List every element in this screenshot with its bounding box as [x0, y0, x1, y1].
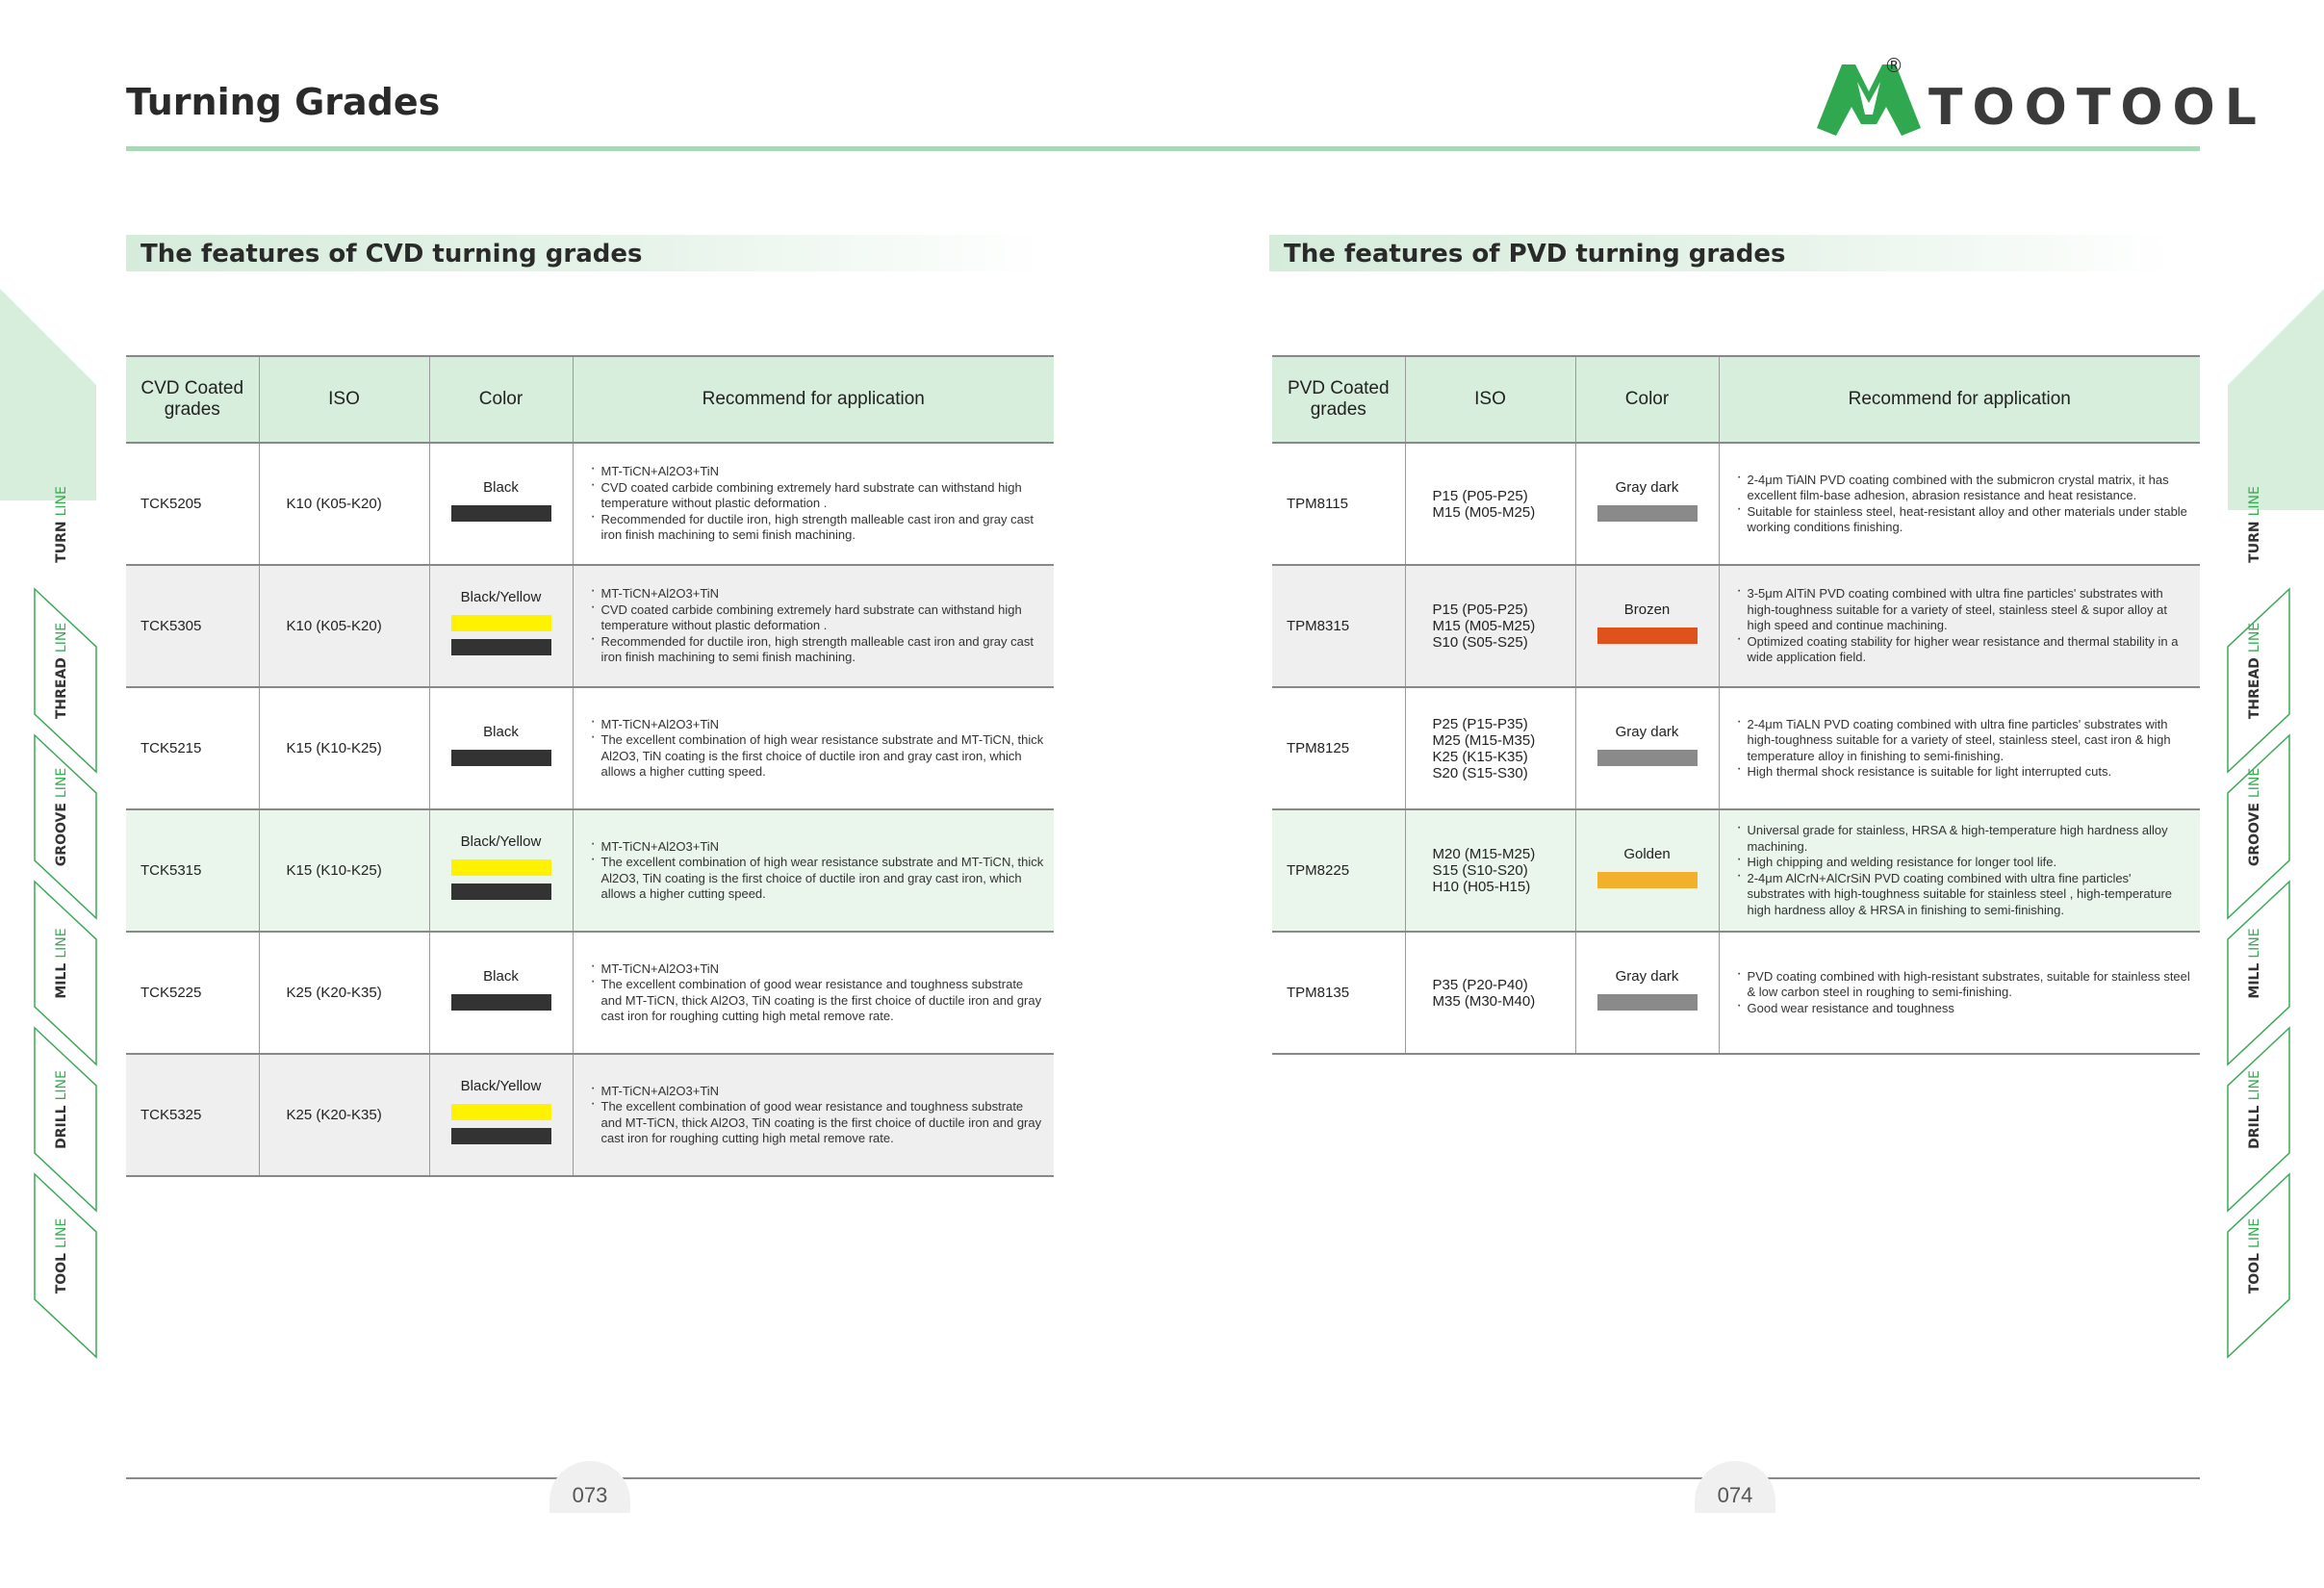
svg-text:DRILLLINE — [2247, 1070, 2262, 1149]
tab-label: TOOL — [54, 1252, 69, 1294]
tab-label: MILL — [2247, 962, 2262, 999]
grade-cell: TPM8135 — [1272, 932, 1405, 1054]
color-name: Black/Yellow — [460, 589, 542, 605]
application-cell — [573, 1054, 1054, 1176]
active-tab-background — [2228, 289, 2324, 510]
tab-label: TURN — [54, 521, 69, 563]
tab-label: GROOVE — [2247, 803, 2262, 867]
application-note: · 2-4μm TiAlN PVD coating combined with the submicron crystal matrix, it has excellent film-base adhesion, abrasion resistance and heat resistance. — [1734, 473, 2193, 504]
logo-mark-icon — [1817, 64, 1921, 136]
logo-text: TOOTOOL — [1928, 79, 2266, 137]
application-note: · CVD coated carbide combining extremely hard substrate can withstand high temperature without plastic deformation . — [588, 480, 1047, 512]
color-swatch — [1597, 872, 1698, 888]
page-number-left: 073 — [549, 1461, 630, 1513]
color-swatch — [451, 639, 551, 655]
tab-label: MILL — [54, 962, 69, 999]
grade-cell: TCK5325 — [126, 1054, 259, 1176]
tab-label-suffix: LINE — [2247, 1070, 2262, 1101]
iso-value: S10 (S05-S25) — [1432, 634, 1528, 651]
application-note: · The excellent combination of high wear resistance substrate and MT-TiCN, thick Al2O3, TiN coating is the first choice of ductile iron and gray cast iron, which allows a higher cutting speed. — [588, 855, 1047, 903]
iso-cell — [1405, 809, 1575, 932]
color-name: Brozen — [1623, 601, 1671, 618]
column-header: PVD Coated grades — [1272, 356, 1405, 443]
color-name: Black — [483, 478, 519, 496]
grade-cell: TCK5205 — [126, 443, 259, 565]
application-note: · The excellent combination of good wear resistance and toughness substrate and MT-TiCN, thick Al2O3, TiN coating is the first choice of ductile iron and gray cast iron for roughing cutting high metal remove rate. — [588, 1099, 1047, 1147]
svg-text:TURNLINE — [54, 486, 69, 563]
application-cell — [1719, 565, 2200, 687]
application-cell — [573, 443, 1054, 565]
iso-value: M20 (M15-M25) — [1432, 846, 1536, 862]
table-row — [1272, 565, 2200, 687]
color-cell — [429, 565, 573, 687]
tab-label: TURN — [2247, 521, 2262, 563]
color-swatch — [451, 859, 551, 876]
application-note: · Recommended for ductile iron, high strength malleable cast iron and gray cast iron finish machining to semi finish machining. — [588, 634, 1047, 666]
color-name: Black/Yellow — [460, 1078, 542, 1094]
application-note: · PVD coating combined with high-resistant substrates, suitable for stainless steel & low carbon steel in roughing to semi-finishing. — [1734, 969, 2193, 1001]
iso-value: P15 (P05-P25) — [1432, 602, 1528, 618]
color-name: Gray dark — [1615, 478, 1679, 496]
application-note: · The excellent combination of high wear resistance substrate and MT-TiCN, thick Al2O3, TiN coating is the first choice of ductile iron and gray cast iron, which allows a higher cutting speed. — [588, 732, 1047, 781]
grade-cell: TPM8115 — [1272, 443, 1405, 565]
grade-cell: TCK5305 — [126, 565, 259, 687]
application-note: · 2-4μm TiALN PVD coating combined with ultra fine particles' substrates with high-toughness suitable for a variety of steel, stainless steel, cast iron & high temperature alloy in finishing to semi-finishing. — [1734, 717, 2193, 765]
color-cell — [429, 1054, 573, 1176]
color-swatch — [1597, 750, 1698, 766]
application-note: · MT-TiCN+Al2O3+TiN — [588, 839, 1047, 856]
svg-text:MILLLINE — [2247, 928, 2262, 998]
grade-cell: TCK5215 — [126, 687, 259, 809]
svg-text:TOOLLINE — [54, 1218, 69, 1294]
svg-text:GROOVELINE — [54, 768, 69, 866]
color-name: Golden — [1623, 845, 1671, 862]
active-tab-background — [0, 289, 96, 500]
iso-cell: K25 (K20-K35) — [259, 1054, 429, 1176]
application-note: · High thermal shock resistance is suitable for light interrupted cuts. — [1734, 764, 2193, 781]
application-note: · 2-4μm AlCrN+AlCrSiN PVD coating combined with ultra fine particles' substrates with high-toughness suitable for stainless steel , high-temperature high hardness alloy & HRSA in finishing to semi-finishing. — [1734, 871, 2193, 919]
color-cell — [1575, 809, 1719, 932]
color-cell — [1575, 565, 1719, 687]
table-row — [1272, 932, 2200, 1054]
application-note: · Good wear resistance and toughness — [1734, 1001, 2193, 1017]
pvd-grades-table — [1272, 355, 2200, 1055]
table-row — [1272, 687, 2200, 809]
grade-cell: TPM8315 — [1272, 565, 1405, 687]
color-name: Gray dark — [1615, 967, 1679, 985]
page-title: Turning Grades — [126, 81, 441, 123]
column-header: Color — [429, 356, 573, 443]
application-cell — [573, 565, 1054, 687]
iso-cell: K10 (K05-K20) — [259, 565, 429, 687]
color-name: Black — [483, 723, 519, 740]
application-note: · 3-5μm AlTiN PVD coating combined with ultra fine particles' substrates with high-toughness suitable for a variety of steel, stainless steel & supor alloy at high speed and continue machining. — [1734, 586, 2193, 634]
color-swatch — [451, 884, 551, 900]
table-row — [126, 809, 1054, 932]
tab-label: GROOVE — [54, 803, 69, 867]
color-swatch — [1597, 994, 1698, 1011]
color-swatch — [451, 505, 551, 522]
iso-value: S15 (S10-S20) — [1432, 862, 1528, 879]
tab-label-suffix: LINE — [2247, 928, 2262, 959]
iso-value: M25 (M15-M35) — [1432, 731, 1536, 749]
table-row — [126, 443, 1054, 565]
cvd-section-title: The features of CVD turning grades — [126, 235, 1045, 271]
svg-text:GROOVELINE — [2247, 768, 2262, 866]
application-cell — [1719, 809, 2200, 932]
tab-label-suffix: LINE — [54, 928, 69, 959]
iso-cell: K25 (K20-K35) — [259, 932, 429, 1054]
table-row — [126, 687, 1054, 809]
application-note: · MT-TiCN+Al2O3+TiN — [588, 1084, 1047, 1100]
svg-text:MILLLINE — [54, 928, 69, 998]
table-row — [126, 1054, 1054, 1176]
left-side-tabs — [0, 289, 96, 1299]
color-cell — [1575, 687, 1719, 809]
color-swatch — [451, 994, 551, 1011]
iso-value: M15 (M05-M25) — [1432, 618, 1536, 634]
svg-text:TURNLINE — [2247, 486, 2262, 563]
application-cell — [573, 809, 1054, 932]
iso-value: H10 (H05-H15) — [1432, 879, 1531, 895]
application-note: · Suitable for stainless steel, heat-resistant alloy and other materials under stable working conditions finishing. — [1734, 504, 2193, 536]
color-cell — [1575, 443, 1719, 565]
application-note: · The excellent combination of good wear resistance and toughness substrate and MT-TiCN, thick Al2O3, TiN coating is the first choice of ductile iron and gray cast iron for roughing cutting high metal remove rate. — [588, 977, 1047, 1025]
column-header: ISO — [1405, 356, 1575, 443]
application-cell — [1719, 443, 2200, 565]
color-swatch — [1597, 505, 1698, 522]
tab-label: DRILL — [2247, 1105, 2262, 1149]
application-note: · CVD coated carbide combining extremely hard substrate can withstand high temperature without plastic deformation . — [588, 602, 1047, 634]
tab-label-suffix: LINE — [54, 1070, 69, 1101]
iso-value: P25 (P15-P35) — [1432, 715, 1528, 732]
application-cell — [1719, 687, 2200, 809]
iso-cell — [1405, 565, 1575, 687]
iso-cell: K15 (K10-K25) — [259, 687, 429, 809]
color-swatch — [451, 615, 551, 631]
color-name: Black — [483, 967, 519, 985]
tab-label-suffix: LINE — [2247, 622, 2262, 653]
application-note: · MT-TiCN+Al2O3+TiN — [588, 464, 1047, 480]
tab-label: THREAD — [54, 657, 69, 720]
color-cell — [429, 687, 573, 809]
iso-value: K25 (K15-K35) — [1432, 748, 1528, 765]
iso-value: M15 (M05-M25) — [1432, 503, 1536, 521]
grade-cell: TCK5315 — [126, 809, 259, 932]
grade-cell: TCK5225 — [126, 932, 259, 1054]
iso-cell — [1405, 932, 1575, 1054]
tab-label: THREAD — [2247, 657, 2262, 720]
iso-cell — [1405, 687, 1575, 809]
side-tab-turn[interactable] — [54, 486, 69, 563]
color-cell — [429, 932, 573, 1054]
iso-value: P15 (P05-P25) — [1432, 487, 1528, 504]
column-header: Color — [1575, 356, 1719, 443]
table-row — [126, 565, 1054, 687]
application-note: · Recommended for ductile iron, high strength malleable cast iron and gray cast iron finish machining to semi finish machining. — [588, 512, 1047, 544]
page-number-right: 074 — [1695, 1461, 1775, 1513]
color-cell — [429, 809, 573, 932]
svg-text:THREADLINE — [2247, 623, 2262, 719]
svg-text:DRILLLINE — [54, 1070, 69, 1149]
column-header: CVD Coated grades — [126, 356, 259, 443]
cvd-grades-table — [126, 355, 1054, 1177]
right-side-tabs — [2228, 289, 2324, 1299]
tab-label-suffix: LINE — [2247, 1217, 2262, 1248]
side-tab-turn[interactable] — [2247, 486, 2262, 563]
svg-text:TOOLLINE — [2247, 1218, 2262, 1294]
application-note: · MT-TiCN+Al2O3+TiN — [588, 961, 1047, 978]
application-note: · Universal grade for stainless, HRSA & high-temperature high hardness alloy machining. — [1734, 823, 2193, 855]
tab-label: DRILL — [54, 1105, 69, 1149]
footer-rule — [126, 1477, 2200, 1479]
iso-value: P35 (P20-P40) — [1432, 976, 1528, 993]
grade-cell: TPM8225 — [1272, 809, 1405, 932]
color-name: Black/Yellow — [460, 833, 542, 850]
tab-label-suffix: LINE — [54, 1217, 69, 1248]
tab-label-suffix: LINE — [54, 767, 69, 799]
application-note: · MT-TiCN+Al2O3+TiN — [588, 717, 1047, 733]
tab-label-suffix: LINE — [54, 486, 69, 517]
application-note: · MT-TiCN+Al2O3+TiN — [588, 586, 1047, 602]
color-cell — [1575, 932, 1719, 1054]
tab-label-suffix: LINE — [54, 622, 69, 653]
color-swatch — [451, 1128, 551, 1144]
color-swatch — [451, 1104, 551, 1120]
column-header: Recommend for application — [573, 356, 1054, 443]
color-name: Gray dark — [1615, 723, 1679, 740]
grade-cell: TPM8125 — [1272, 687, 1405, 809]
application-cell — [573, 687, 1054, 809]
tab-label-suffix: LINE — [2247, 486, 2262, 517]
application-cell — [573, 932, 1054, 1054]
color-cell — [429, 443, 573, 565]
column-header: ISO — [259, 356, 429, 443]
column-header: Recommend for application — [1719, 356, 2200, 443]
iso-value: M35 (M30-M40) — [1432, 992, 1536, 1010]
tab-label-suffix: LINE — [2247, 767, 2262, 799]
table-row — [126, 932, 1054, 1054]
color-swatch — [1597, 628, 1698, 644]
application-note: · High chipping and welding resistance for longer tool life. — [1734, 855, 2193, 871]
iso-cell: K10 (K05-K20) — [259, 443, 429, 565]
svg-text:THREADLINE — [54, 623, 69, 719]
color-swatch — [451, 750, 551, 766]
iso-value: S20 (S15-S30) — [1432, 764, 1528, 781]
iso-cell — [1405, 443, 1575, 565]
application-note: · Optimized coating stability for higher wear resistance and thermal stability in a wide application field. — [1734, 634, 2193, 666]
table-row — [1272, 809, 2200, 932]
tab-label: TOOL — [2247, 1252, 2262, 1294]
iso-cell: K15 (K10-K25) — [259, 809, 429, 932]
registered-mark: ® — [1884, 54, 1903, 77]
tootool-logo — [1809, 53, 2266, 141]
pvd-section-title: The features of PVD turning grades — [1269, 235, 2174, 271]
header-rule — [126, 146, 2200, 151]
application-cell — [1719, 932, 2200, 1054]
table-row — [1272, 443, 2200, 565]
